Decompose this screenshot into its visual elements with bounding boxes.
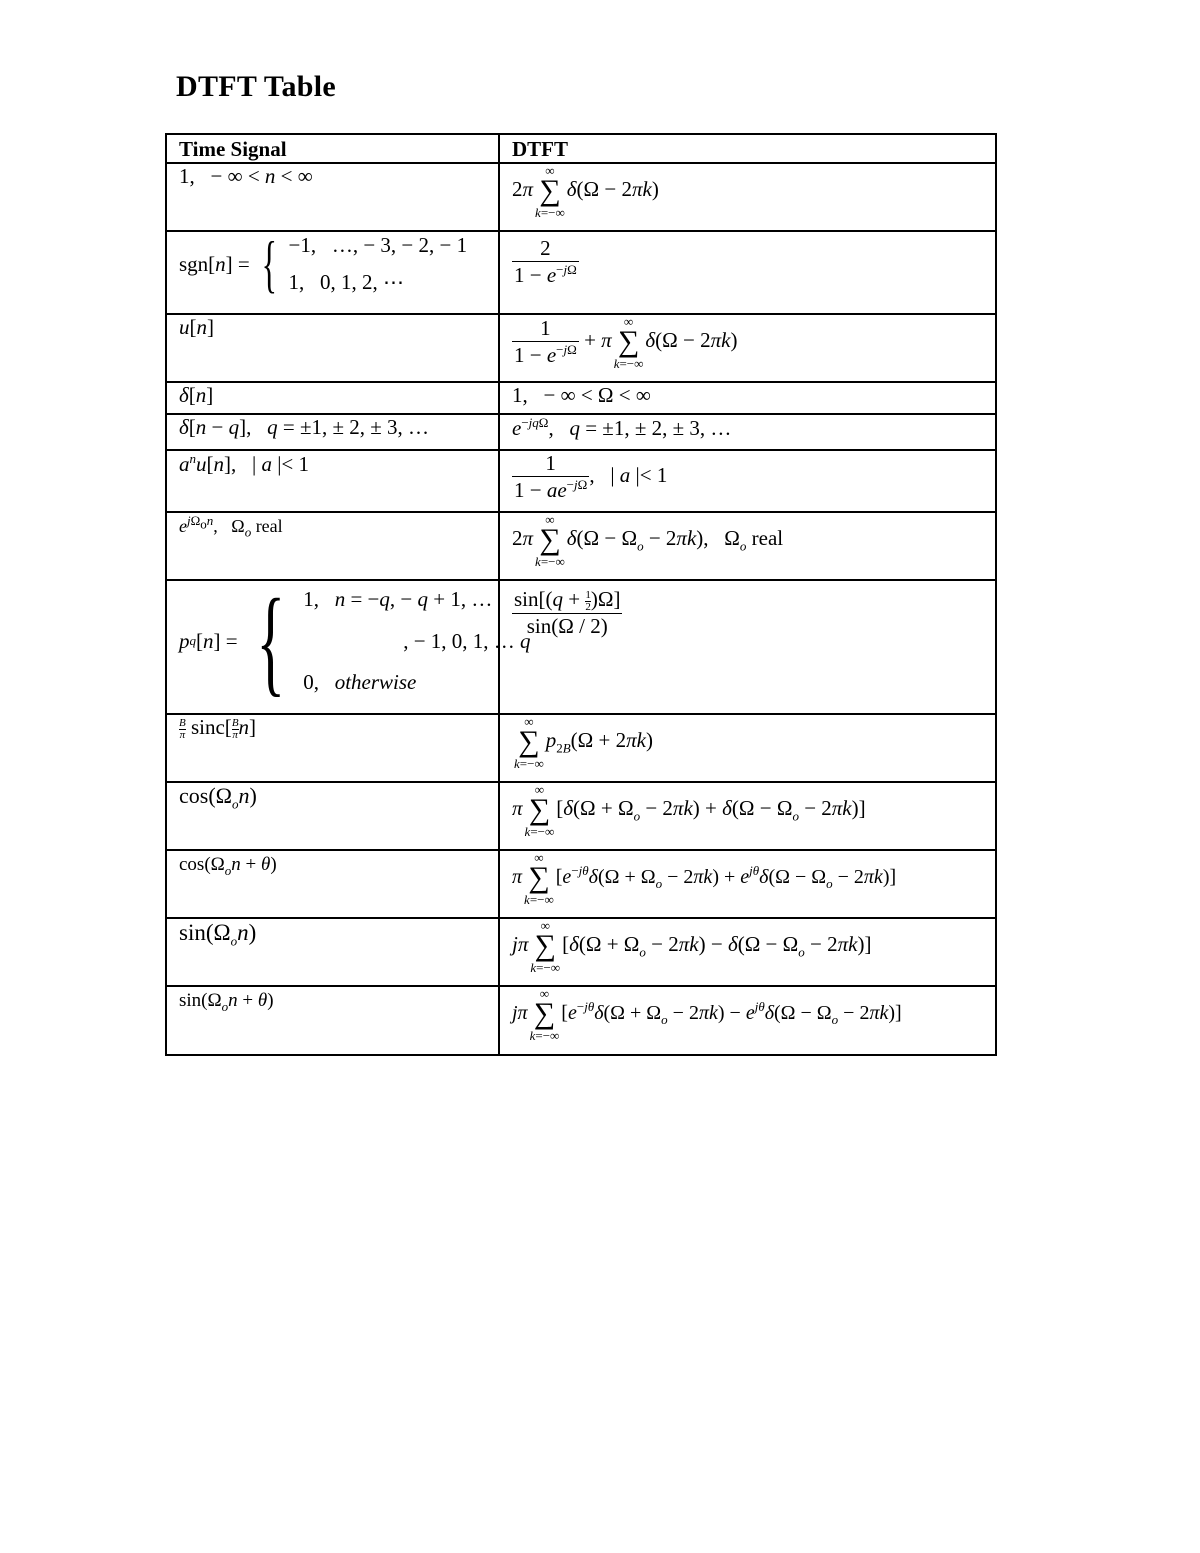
dtft-constant: 2π ∞ ∑ k=−∞ δ(Ω − 2πk) — [499, 163, 996, 231]
table-row — [166, 580, 996, 714]
table-header-row — [166, 134, 996, 163]
table-row — [166, 314, 996, 382]
table-row — [166, 382, 996, 414]
table-row — [166, 986, 996, 1055]
header-dtft: DTFT — [499, 134, 996, 163]
table-row — [166, 450, 996, 512]
table-row — [166, 714, 996, 782]
signal-complex-exp: $e^{j\Omega_on}$, $\Omega_o$ real — [166, 512, 499, 580]
dtft-table — [165, 133, 997, 1056]
header-time-signal: Time Signal — [166, 134, 499, 163]
table-row — [166, 163, 996, 231]
table-row — [166, 850, 996, 918]
table-row — [166, 512, 996, 580]
signal-unit-step: u[n] — [166, 314, 499, 382]
signal-cos-phase: $\cos(\Omega_on + \theta)$ — [166, 850, 499, 918]
dtft-sin: jπ ∞ ∑ k=−∞ $[\delta(\Omega + \Omega_o - 2\pi k) - \delta(\Omega - \Omega_o - 2\pi k)]$ — [499, 918, 996, 986]
table-row — [166, 231, 996, 314]
signal-cos: $\cos(\Omega_on)$ — [166, 782, 499, 850]
dtft-pulse: sin[(q + $\frac{1}{2}$ )Ω] sin(Ω / 2) — [499, 580, 996, 714]
signal-sin-phase: $\sin(\Omega_on + \theta)$ — [166, 986, 499, 1055]
table-row — [166, 782, 996, 850]
page-title: DTFT Table — [176, 70, 337, 103]
signal-sin: $\sin(\Omega_on)$ — [166, 918, 499, 986]
signal-constant: 1, − ∞ < n < ∞ — [166, 163, 499, 231]
dtft-sgn: $\frac{2}{1 - e^{-j\Omega}}$ — [499, 231, 996, 314]
table-row — [166, 918, 996, 986]
dtft-sinc: ∞ ∑ k=−∞ $p_{2B}(\Omega + 2\pi k)$ — [499, 714, 996, 782]
signal-exponential: $a^nu[n]$, | a |< 1 — [166, 450, 499, 512]
signal-sgn: sgn[ n ] = { −1, …, − 3, − 2, − 1 1, 0, 1, 2, ⋯ — [166, 231, 499, 314]
table-row — [166, 414, 996, 450]
dtft-impulse: 1, − ∞ < Ω < ∞ — [499, 382, 996, 414]
dtft-exponential: $\frac{1}{1 - ae^{-j\Omega}}$ , | a |< 1 — [499, 450, 996, 512]
dtft-sin-phase: jπ ∞ ∑ k=−∞ $[e^{-j\theta}\delta(\Omega + \Omega_o - 2\pi k) - e^{j\theta}\delta(\Omega - \Omega_o - 2\pi k)]$ — [499, 986, 996, 1055]
dtft-unit-step: $\frac{1}{1 - e^{-j\Omega}}$ + π ∞ ∑ k=−∞ δ(Ω − 2πk) — [499, 314, 996, 382]
signal-impulse: δ[n] — [166, 382, 499, 414]
dtft-cos-phase: π ∞ ∑ k=−∞ $[e^{-j\theta}\delta(\Omega + \Omega_o - 2\pi k) + e^{j\theta}\delta(\Omega - \Omega_o - 2\pi k)]$ — [499, 850, 996, 918]
dtft-complex-exp: 2π ∞ ∑ k=−∞ $\delta(\Omega - \Omega_o - 2\pi k)$, $\Omega_o$ real — [499, 512, 996, 580]
dtft-cos: π ∞ ∑ k=−∞ $[\delta(\Omega + \Omega_o - 2\pi k) + \delta(\Omega - \Omega_o - 2\pi k)]$ — [499, 782, 996, 850]
signal-sinc: $\frac{B}{\pi}$ sinc[ $\frac{B}{\pi}$ n] — [166, 714, 499, 782]
signal-shifted-impulse: δ[n − q], q = ±1, ± 2, ± 3, … — [166, 414, 499, 450]
signal-pulse: p q [ n ] = { 1, n = −q, − q + 1, … , − 1, 0, 1, … q 0, otherwise — [166, 580, 499, 714]
dtft-shifted-impulse: $e^{-jq\Omega}$, q = ±1, ± 2, ± 3, … — [499, 414, 996, 450]
